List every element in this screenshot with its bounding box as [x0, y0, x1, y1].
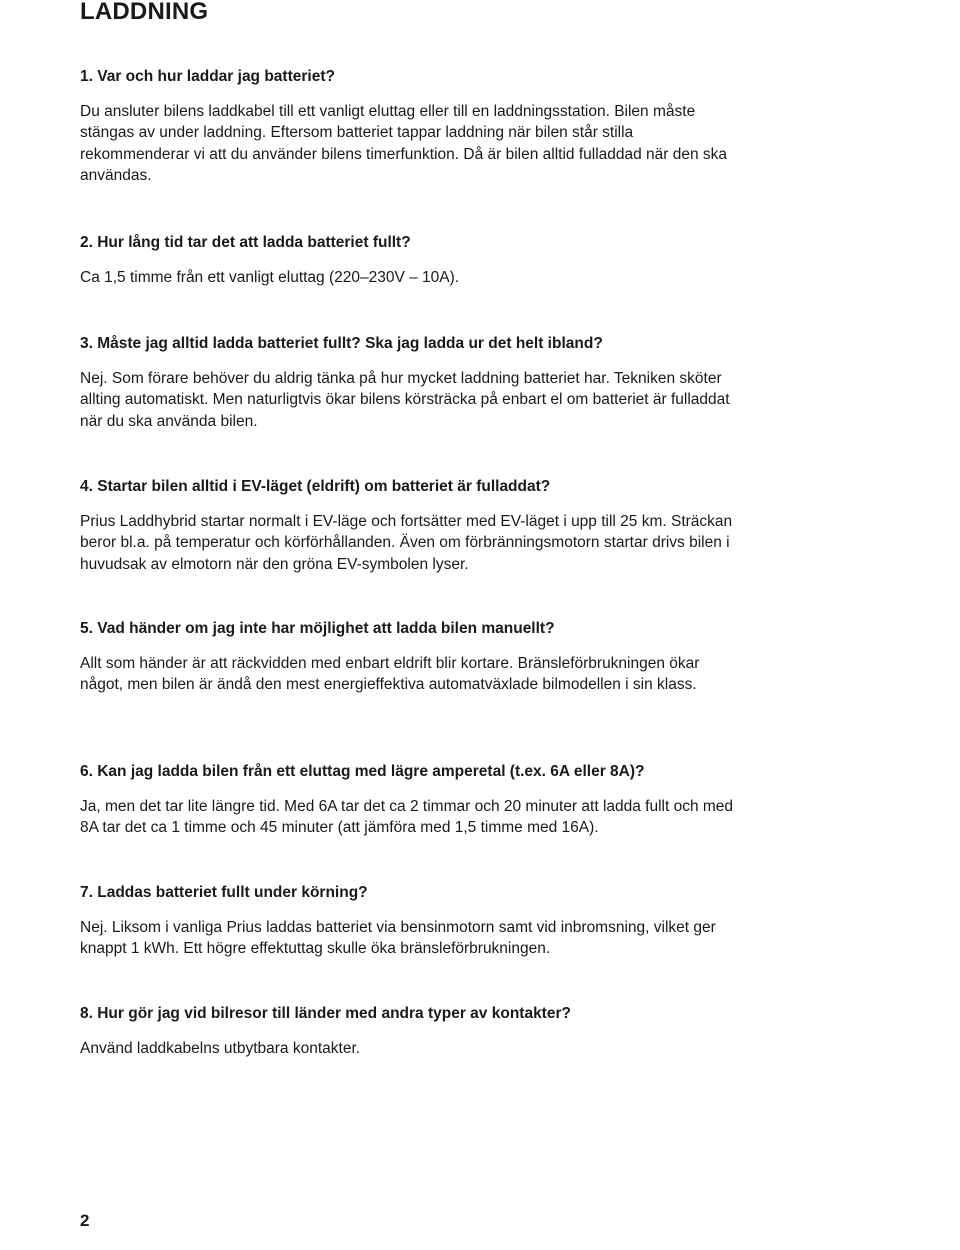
faq-question: 1. Var och hur laddar jag batteriet?	[80, 68, 335, 85]
faq-answer: Ja, men det tar lite längre tid. Med 6A tar det ca 2 timmar och 20 minuter att ladda fullt och med 8A tar det ca 1 timme och 45 minuter (att jämföra med 1,5 timme med 16A).	[80, 798, 734, 837]
faq-item-5	[80, 618, 740, 696]
faq-question: 6. Kan jag ladda bilen från ett eluttag med lägre amperetal (t.ex. 6A eller 8A)?	[80, 763, 645, 780]
faq-answer: Prius Laddhybrid startar normalt i EV-läge och fortsätter med EV-läget i upp till 25 km. Sträckan beror bl.a. på temperatur och körförhållanden. Även om förbränningsmotorn startar drivs bilen i huvudsak av elmotorn när den gröna EV-symbolen lyser.	[80, 513, 733, 573]
page-number: 2	[80, 1211, 90, 1230]
page-title: LADDNING	[80, 0, 209, 25]
faq-question: 8. Hur gör jag vid bilresor till länder med andra typer av kontakter?	[80, 1005, 571, 1022]
faq-answer: Ca 1,5 timme från ett vanligt eluttag (220–230V – 10A).	[80, 269, 460, 286]
faq-item-7	[80, 882, 740, 960]
faq-item-3	[80, 333, 740, 432]
faq-item-8	[80, 1003, 740, 1059]
faq-answer: Nej. Som förare behöver du aldrig tänka på hur mycket laddning batteriet har. Tekniken sköter allting automatiskt. Men naturligtvis ökar bilens körsträcka på enbart el om batteriet är fulladdat när du ska använda bilen.	[80, 370, 730, 430]
faq-answer: Allt som händer är att räckvidden med enbart eldrift blir kortare. Bränsleförbrukningen ökar något, men bilen är ändå den mest energieffektiva automatväxlade bilmodellen i sin klass.	[80, 655, 700, 694]
faq-answer: Använd laddkabelns utbytbara kontakter.	[80, 1040, 361, 1057]
faq-answer: Nej. Liksom i vanliga Prius laddas batteriet via bensinmotorn samt vid inbromsning, vilket ger knappt 1 kWh. Ett högre effektuttag skulle öka bränsleförbrukningen.	[80, 919, 716, 958]
faq-question: 7. Laddas batteriet fullt under körning?	[80, 884, 368, 901]
faq-question: 5. Vad händer om jag inte har möjlighet att ladda bilen manuellt?	[80, 620, 555, 637]
faq-answer: Du ansluter bilens laddkabel till ett vanligt eluttag eller till en laddningsstation. Bilen måste stängas av under laddning. Eftersom batteriet tappar laddning när bilen står stilla rekommenderar vi att du använder bilens timerfunktion. Då är bilen alltid fulladdad när den ska användas.	[80, 103, 728, 184]
faq-question: 2. Hur lång tid tar det att ladda batteriet fullt?	[80, 234, 411, 251]
faq-question: 4. Startar bilen alltid i EV-läget (eldrift) om batteriet är fulladdat?	[80, 478, 551, 495]
faq-item-4	[80, 476, 740, 575]
faq-item-1	[80, 66, 740, 186]
faq-item-2	[80, 232, 740, 288]
faq-question: 3. Måste jag alltid ladda batteriet fullt? Ska jag ladda ur det helt ibland?	[80, 335, 603, 352]
faq-item-6	[80, 761, 740, 839]
